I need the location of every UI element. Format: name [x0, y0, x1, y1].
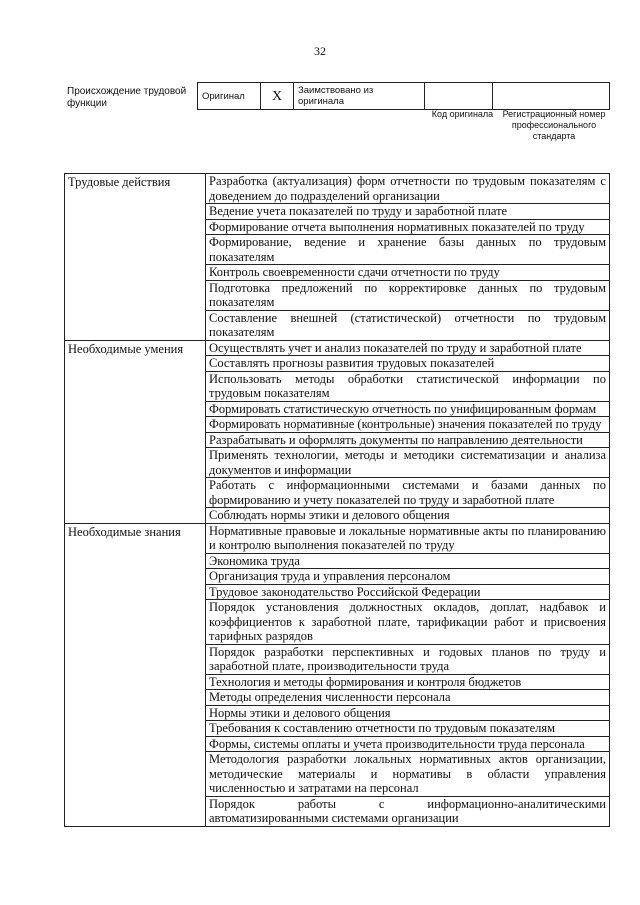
registration-number-cell	[493, 83, 610, 110]
requirement-item: Осуществлять учет и анализ показателей по труду и заработной плате	[206, 340, 610, 356]
requirement-item: Формирование, ведение и хранение базы данных по трудовым показателям	[206, 235, 610, 265]
code-caption: Код оригинала	[431, 109, 494, 119]
requirement-item: Подготовка предложений по корректировке данных по трудовым показателям	[206, 280, 610, 310]
requirement-item: Организация труда и управления персоналом	[206, 569, 610, 585]
borrowed-label: Заимствовано из оригинала	[294, 83, 425, 110]
function-table	[64, 173, 610, 827]
original-mark: X	[261, 83, 294, 110]
origin-table	[197, 82, 610, 110]
requirement-item: Нормативные правовые и локальные нормативные акты по планированию и контролю выполнения показателей по труду	[206, 523, 610, 553]
requirement-item: Экономика труда	[206, 553, 610, 569]
requirement-item: Порядок разработки перспективных и годовых планов по труду и заработной плате, производительности труда	[206, 644, 610, 674]
requirement-item: Применять технологии, методы и методики систематизации и анализа документов и информации	[206, 448, 610, 478]
table-row	[65, 523, 610, 553]
table-row	[65, 340, 610, 356]
requirement-item: Формировать статистическую отчетность по унифицированным формам	[206, 401, 610, 417]
requirement-item: Работать с информационными системами и базами данных по формированию и учету показателей по труду и заработной плате	[206, 478, 610, 508]
requirement-item: Методы определения численности персонала	[206, 690, 610, 706]
table-row	[65, 174, 610, 204]
requirement-item: Составление внешней (статистической) отчетности по трудовым показателям	[206, 310, 610, 340]
original-label: Оригинал	[198, 83, 261, 110]
origin-label: Происхождение трудовой функции	[67, 86, 187, 109]
requirement-item: Трудовое законодательство Российской Федерации	[206, 584, 610, 600]
requirement-item: Формирование отчета выполнения нормативных показателей по труду	[206, 219, 610, 235]
requirement-item: Нормы этики и делового общения	[206, 705, 610, 721]
requirement-item: Разработка (актуализация) форм отчетности по трудовым показателям с доведением до подразделений организации	[206, 174, 610, 204]
section-title: Необходимые умения	[65, 340, 206, 523]
requirement-item: Методология разработки локальных нормативных актов организации, методические материалы и нормативы в области управления численностью и затратами на персонал	[206, 752, 610, 797]
requirement-item: Формы, системы оплаты и учета производительности труда персонала	[206, 736, 610, 752]
requirement-item: Использовать методы обработки статистической информации по трудовым показателям	[206, 371, 610, 401]
requirement-item: Требования к составлению отчетности по трудовым показателям	[206, 721, 610, 737]
requirement-item: Технология и методы формирования и контроля бюджетов	[206, 674, 610, 690]
requirement-item: Порядок работы с информационно-аналитическими автоматизированными системами организации	[206, 796, 610, 826]
requirement-item: Соблюдать нормы этики и делового общения	[206, 508, 610, 524]
page-number: 32	[314, 44, 326, 58]
requirement-item: Составлять прогнозы развития трудовых показателей	[206, 356, 610, 372]
requirement-item: Разрабатывать и оформлять документы по направлению деятельности	[206, 432, 610, 448]
registration-caption: Регистрационный номер профессионального стандарта	[502, 109, 606, 141]
requirement-item: Ведение учета показателей по труду и заработной плате	[206, 204, 610, 220]
requirement-item: Порядок установления должностных окладов, доплат, надбавок и коэффициентов к заработной плате, тарификации работ и присвоения тарифных разрядов	[206, 600, 610, 645]
section-title: Трудовые действия	[65, 174, 206, 341]
requirement-item: Контроль своевременности сдачи отчетности по труду	[206, 265, 610, 281]
section-title: Необходимые знания	[65, 523, 206, 826]
requirement-item: Формировать нормативные (контрольные) значения показателей по труду	[206, 417, 610, 433]
function-table-body	[65, 174, 610, 827]
original-code-cell	[425, 83, 493, 110]
